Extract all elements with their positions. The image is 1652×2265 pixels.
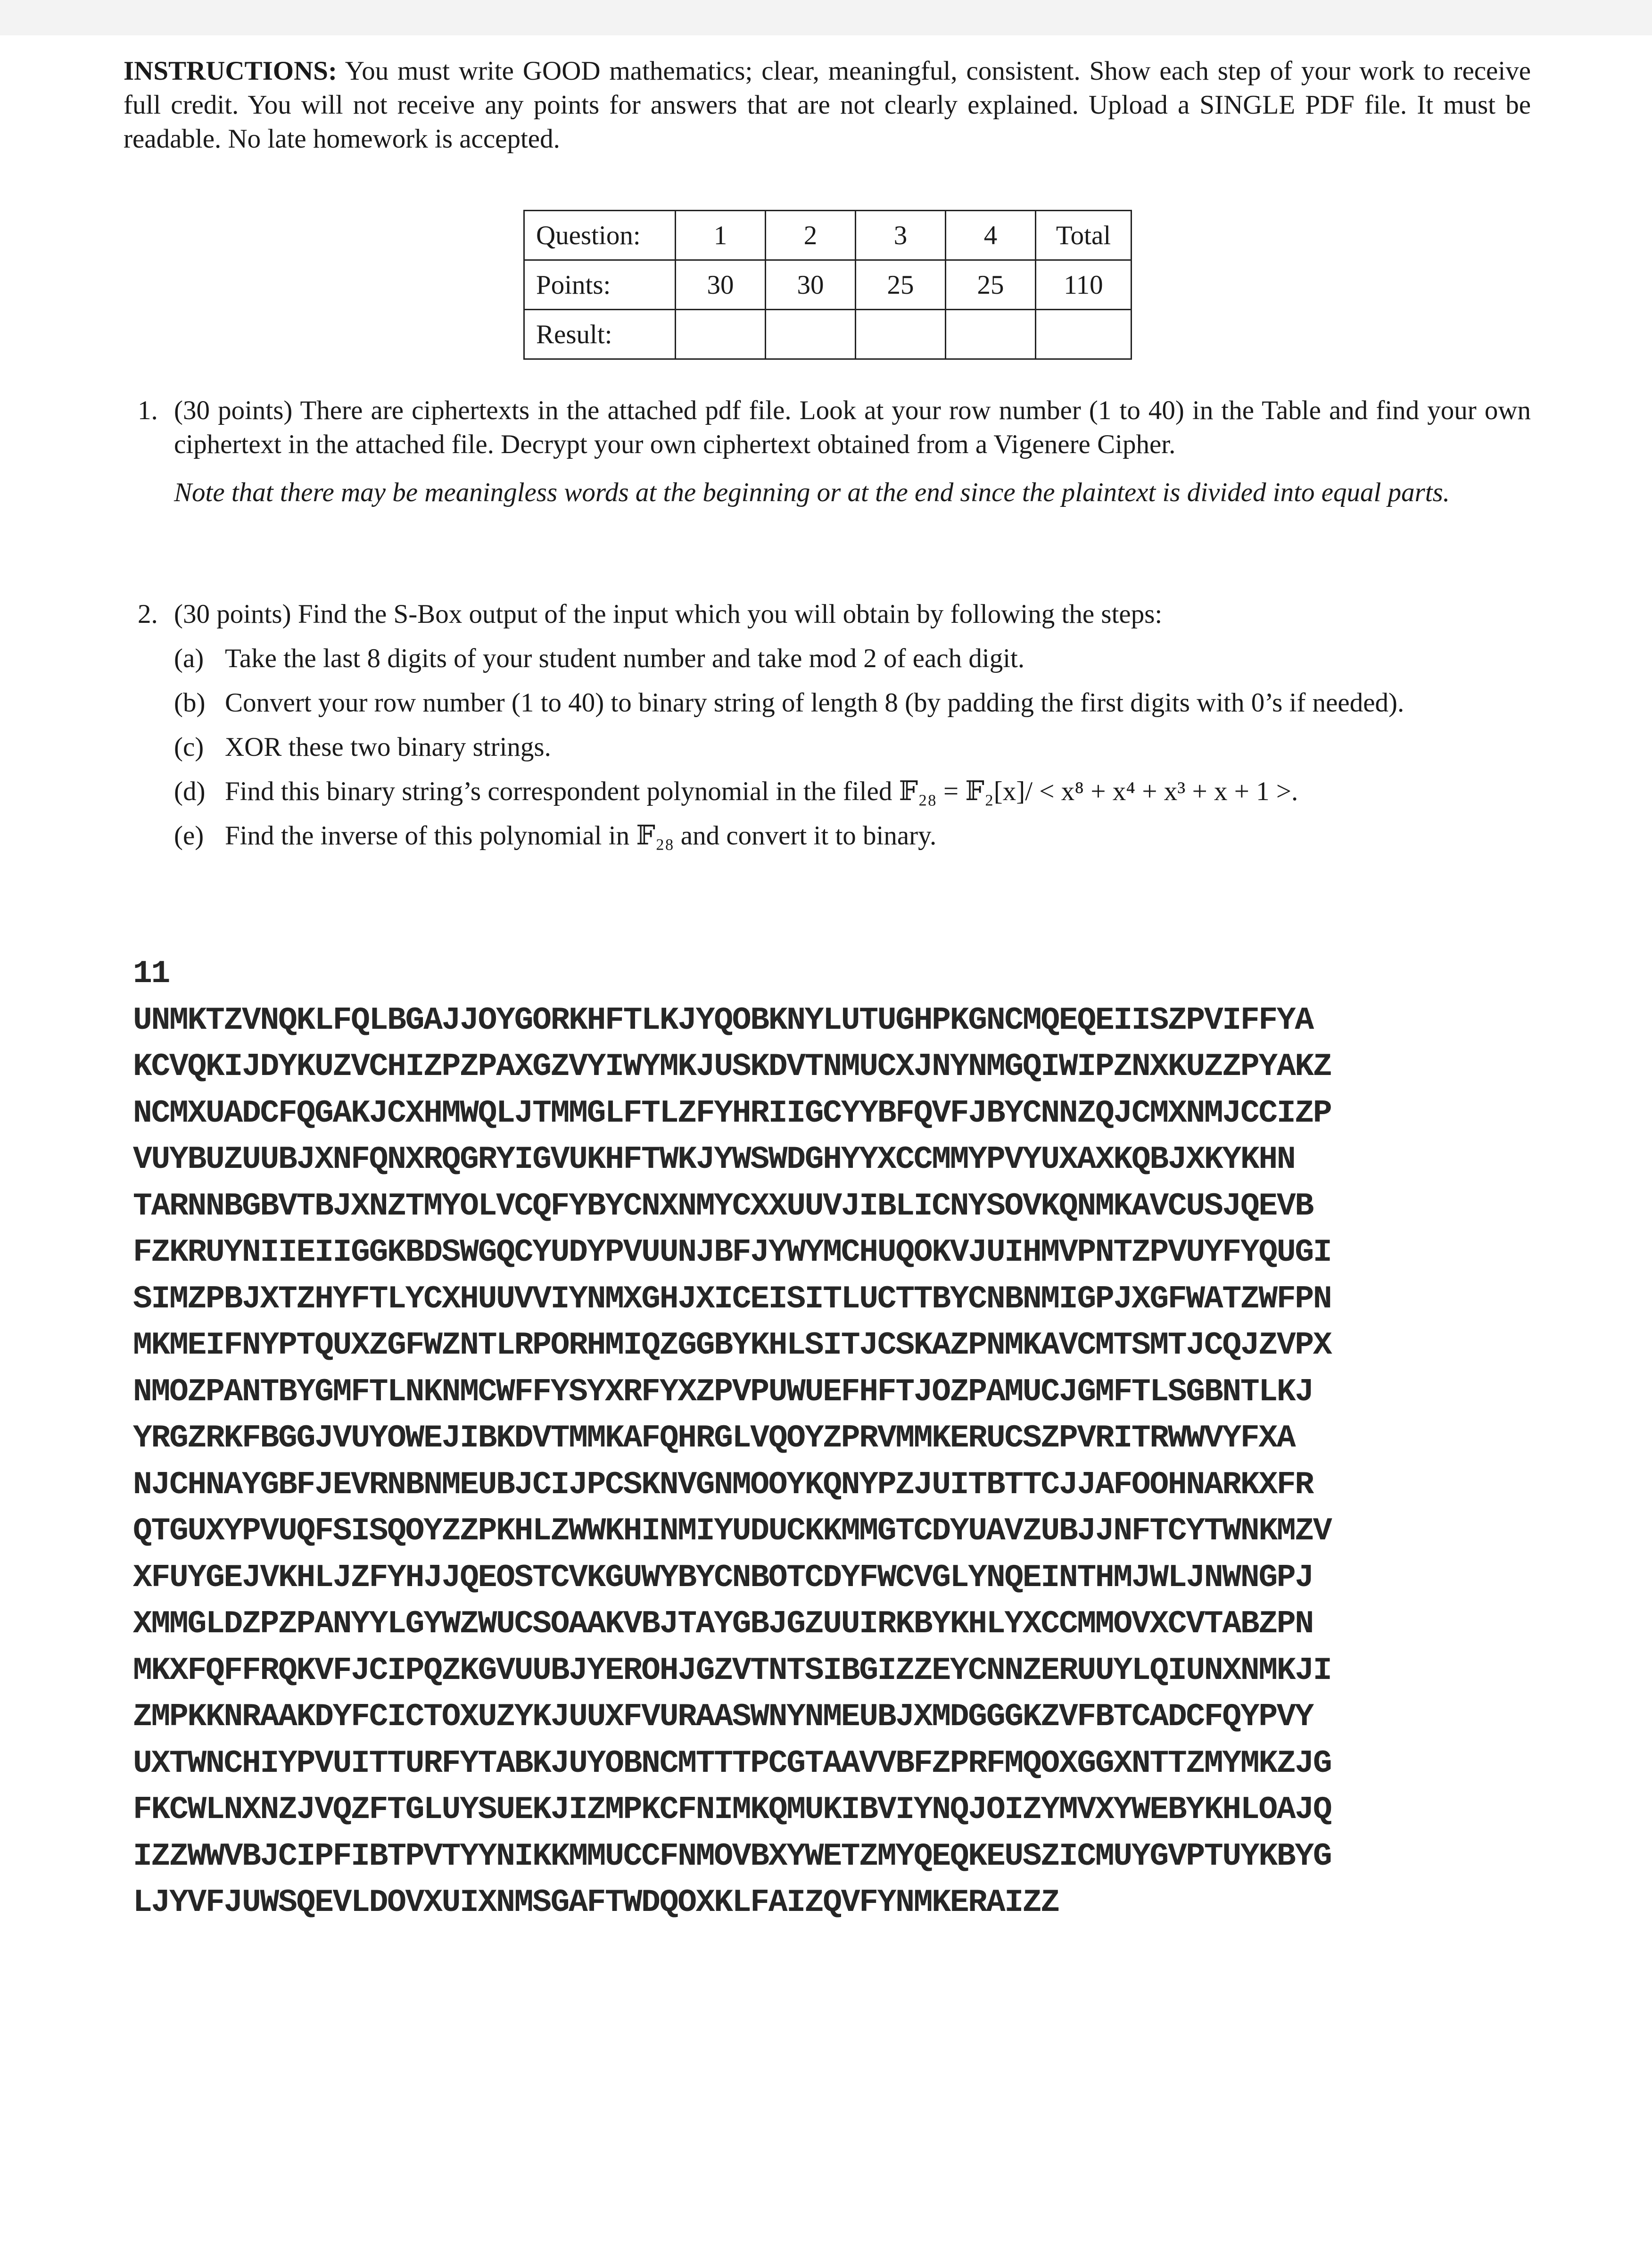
result-cell-2 xyxy=(766,310,856,359)
ciphertext-line: UNMKTZVNQKLFQLBGAJJOYGORKHFTLKJYQOBKNYLUTUGHPKGNCMQEQEIISZPVIFFYA xyxy=(133,1002,1313,1039)
ciphertext-line: SIMZPBJXTZHYFTLYCXHUUVVIYNMXGHJXICEISITLUCTTBYCNBNMIGPJXGFWATZWFPN xyxy=(133,1281,1331,1317)
ciphertext-line: XMMGLDZPZPANYYLGYWZWUCSOAAKVBJTAYGBJGZUUIRKBYKHLYXCCMMOVXCVTABZPN xyxy=(133,1606,1313,1642)
row-label-question: Question: xyxy=(524,211,676,260)
question-2-body xyxy=(138,597,1531,631)
question-1 xyxy=(138,394,1531,510)
step-e-label: (e) xyxy=(174,821,204,851)
row-label-points: Points: xyxy=(524,260,676,310)
step-d xyxy=(138,775,1531,809)
ciphertext-line: NCMXUADCFQGAKJCXHMWQLJTMMGLFTLZFYHRIIGCYYBFQVFJBYCNNZQJCMXNMJCCIZP xyxy=(133,1095,1331,1132)
step-a-text: Take the last 8 digits of your student number and take mod 2 of each digit. xyxy=(225,644,1025,673)
question-col-total: Total xyxy=(1036,211,1132,260)
step-c-label: (c) xyxy=(174,732,204,762)
result-cell-4 xyxy=(946,310,1036,359)
step-d-label: (d) xyxy=(174,777,206,806)
ciphertext-line: FZKRUYNIIEIIGGKBDSWGQCYUDYPVUUNJBFJYWYMCHUQOKVJUIHMVPNTZPVUYFYQUGI xyxy=(133,1234,1331,1271)
result-cell-3 xyxy=(856,310,946,359)
ciphertext-line: LJYVFJUWSQEVLDOVXUIXNMSGAFTWDQOXKLFAIZQVFYNMKERAIZZ xyxy=(133,1885,1059,1921)
ciphertext-line: YRGZRKFBGGJVUYOWEJIBKDVTMMKAFQHRGLVQOYZPRVMMKERUCSZPVRITRWWVYFXA xyxy=(133,1420,1295,1456)
ciphertext-block xyxy=(133,951,1585,1926)
step-e-text: Find the inverse of this polynomial in 𝔽₂₈ and convert it to binary. xyxy=(225,821,937,851)
ciphertext-line: XFUYGEJVKHLJZFYHJJQEOSTCVKGUWYBYCNBOTCDYFWCVGLYNQEINTHMJWLJNWNGPJ xyxy=(133,1559,1313,1596)
question-2-text: (30 points) Find the S-Box output of the input which you will obtain by following the steps: xyxy=(174,599,1163,629)
score-table xyxy=(523,210,1132,360)
question-col-4: 4 xyxy=(946,211,1036,260)
result-cell-total xyxy=(1036,310,1132,359)
ciphertext-line: QTGUXYPVUQFSISQOYZZPKHLZWWKHINMIYUDUCKKMMGTCDYUAVZUBJJNFTCYTWNKMZV xyxy=(133,1513,1331,1549)
ciphertext-line: IZZWWVBJCIPFIBTPVTYYNIKKMMUCCFNMOVBXYWETZMYQEQKEUSZICMUYGVPTUYKBYG xyxy=(133,1838,1331,1875)
step-b-label: (b) xyxy=(174,688,206,718)
instructions-label: INSTRUCTIONS: xyxy=(124,56,337,86)
ciphertext-line: MKMEIFNYPTQUXZGFWZNTLRPORHMIQZGGBYKHLSITJCSKAZPNMKAVCMTSMTJCQJZVPX xyxy=(133,1327,1331,1364)
step-b-text: Convert your row number (1 to 40) to binary string of length 8 (by padding the first digits with 0’s if needed). xyxy=(225,688,1404,718)
row-label-result: Result: xyxy=(524,310,676,359)
score-table-points-row xyxy=(524,260,1132,310)
step-a xyxy=(138,642,1531,676)
points-cell-1: 30 xyxy=(676,260,766,310)
question-2 xyxy=(138,597,1531,853)
ciphertext-line: KCVQKIJDYKUZVCHIZPZPAXGZVYIWYMKJUSKDVTNMUCXJNYNMGQIWIPZNXKUZZPYAKZ xyxy=(133,1049,1331,1085)
question-1-body xyxy=(138,394,1531,510)
step-b xyxy=(138,686,1531,720)
question-col-1: 1 xyxy=(676,211,766,260)
step-d-text: Find this binary string’s correspondent polynomial in the filed 𝔽₂₈ = 𝔽₂[x]/ < x⁸ + x⁴ + x³ + x + 1 >. xyxy=(225,777,1298,806)
score-table-result-row xyxy=(524,310,1132,359)
question-1-number: 1. xyxy=(138,396,158,425)
ciphertext-line: VUYBUZUUBJXNFQNXRQGRYIGVUKHFTWKJYWSWDGHYYXCCMMYPVYUXAXKQBJXKYKHN xyxy=(133,1141,1295,1178)
question-1-text: (30 points) There are ciphertexts in the attached pdf file. Look at your row number (1 to 40) in the Table and find your own ciphertext in the attached file. Decrypt your own ciphertext obtained from a Vigenere Cipher. xyxy=(174,396,1531,459)
points-cell-4: 25 xyxy=(946,260,1036,310)
question-2-number: 2. xyxy=(138,599,158,629)
instructions-paragraph xyxy=(124,54,1531,156)
result-cell-1 xyxy=(676,310,766,359)
ciphertext-line: MKXFQFFRQKVFJCIPQZKGVUUBJYEROHJGZVTNTSIBGIZZEYCNNZERUUYLQIUNXNMKJI xyxy=(133,1652,1331,1689)
step-c xyxy=(138,730,1531,764)
ciphertext-row-number: 11 xyxy=(133,956,170,992)
score-table-question-row xyxy=(524,211,1132,260)
ciphertext-line: FKCWLNXNZJVQZFTGLUYSUEKJIZMPKCFNIMKQMUKIBVIYNQJOIZYMVXYWEBYKHLOAJQ xyxy=(133,1792,1331,1828)
points-cell-3: 25 xyxy=(856,260,946,310)
step-c-text: XOR these two binary strings. xyxy=(225,732,551,762)
ciphertext-line: UXTWNCHIYPVUITTURFYTABKJUYOBNCMTTTPCGTAAVVBFZPRFMQOXGGXNTTZMYMKZJG xyxy=(133,1745,1331,1782)
question-col-3: 3 xyxy=(856,211,946,260)
question-1-note: Note that there may be meaningless words at the beginning or at the end since the plaintext is divided into equal parts. xyxy=(174,478,1450,507)
homework-page xyxy=(0,35,1652,2265)
points-cell-2: 30 xyxy=(766,260,856,310)
ciphertext-line: ZMPKKNRAAKDYFCICTOXUZYKJUUXFVURAASWNYNMEUBJXMDGGGKZVFBTCADCFQYPVY xyxy=(133,1699,1313,1735)
ciphertext-line: TARNNBGBVTBJXNZTMYOLVCQFYBYCNXNMYCXXUUVJIBLICNYSOVKQNMKAVCUSJQEVB xyxy=(133,1188,1313,1224)
points-cell-total: 110 xyxy=(1036,260,1132,310)
instructions-text: You must write GOOD mathematics; clear, meaningful, consistent. Show each step of your work to receive full credit. You will not receive any points for answers that are not clearly explained. Upload a SINGLE PDF file. It must be readable. No late homework is accepted. xyxy=(124,56,1531,154)
question-col-2: 2 xyxy=(766,211,856,260)
ciphertext-line: NMOZPANTBYGMFTLNKNMCWFFYSYXRFYXZPVPUWUEFHFTJOZPAMUCJGMFTLSGBNTLKJ xyxy=(133,1373,1313,1410)
step-e xyxy=(138,819,1531,853)
step-a-label: (a) xyxy=(174,644,204,673)
ciphertext-line: NJCHNAYGBFJEVRNBNMEUBJCIJPCSKNVGNMOOYKQNYPZJUITBTTCJJAFOOHNARKXFR xyxy=(133,1466,1313,1503)
